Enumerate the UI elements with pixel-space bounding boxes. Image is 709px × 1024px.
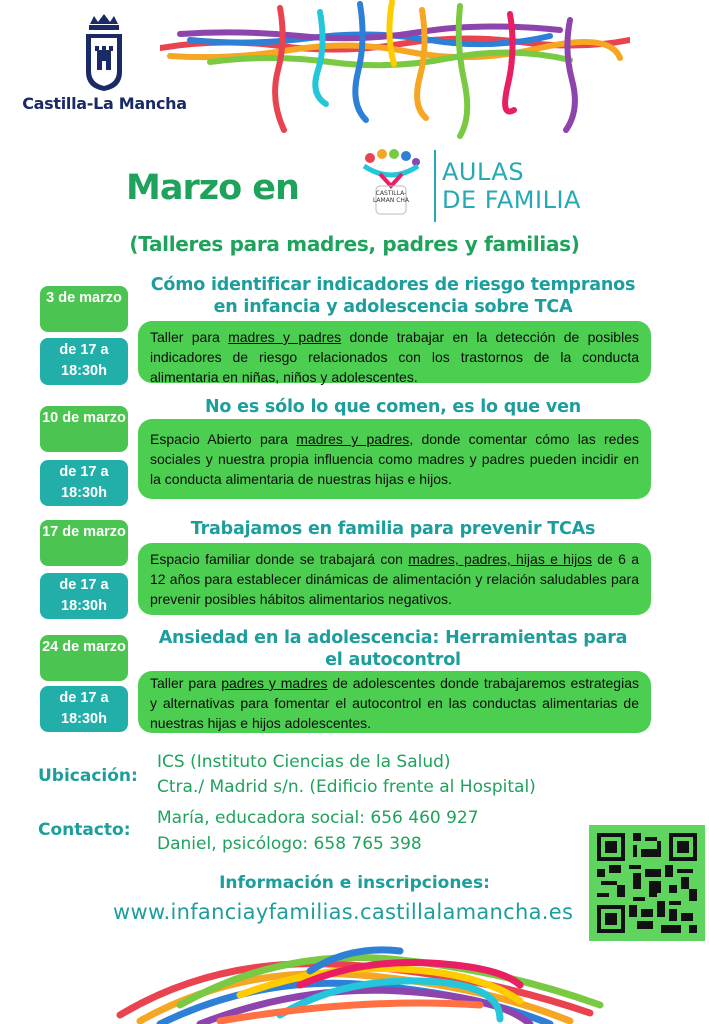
logo-name: Castilla-La Mancha <box>22 94 187 113</box>
month-title: Marzo en <box>126 168 299 208</box>
qr-code-icon <box>597 833 697 933</box>
location-line1: ICS (Instituto Ciencias de la Salud) <box>157 752 451 772</box>
session-time: de 17 a 18:30h <box>40 460 128 506</box>
session-title: No es sólo lo que comen, es lo que ven <box>204 397 582 417</box>
colorful-yarn-image <box>160 0 630 140</box>
crown-shield-icon <box>82 14 126 92</box>
session-title: Cómo identificar indicadores de riesgo tempranos en infancia y adolescencia sobre TCA <box>150 275 636 317</box>
session-title: Trabajamos en familia para prevenir TCAs <box>190 519 596 539</box>
colorful-yarn-pile-image <box>100 935 610 1024</box>
session-time: de 17 a 18:30h <box>40 338 128 385</box>
session-title: Ansiedad en la adolescencia: Herramientas para el autocontrol <box>158 628 628 670</box>
session-description: Taller para padres y madres de adolescentes donde trabajaremos estrategias y alternativas para fomentar el autocontrol en las conductas alimentarias de nuestras hijas e hijos adolescentes. <box>138 671 651 733</box>
info-url-link[interactable]: www.infanciayfamilias.castillalamancha.es <box>113 900 574 924</box>
contact-line2: Daniel, psicólogo: 658 765 398 <box>157 834 422 854</box>
location-line2: Ctra./ Madrid s/n. (Edificio frente al Hospital) <box>157 777 536 797</box>
page-subtitle: (Talleres para madres, padres y familias) <box>129 232 580 256</box>
session-date: 24 de marzo <box>40 635 128 681</box>
aulas-line2: DE FAMILIA <box>442 186 581 214</box>
session-date: 10 de marzo <box>40 406 128 452</box>
aulas-line1: AULAS <box>442 158 525 186</box>
session-time: de 17 a 18:30h <box>40 573 128 619</box>
logo-divider <box>434 150 436 222</box>
contact-line1: María, educadora social: 656 460 927 <box>157 808 479 828</box>
contact-label: Contacto: <box>38 820 131 840</box>
family-emblem-icon <box>358 148 424 220</box>
session-time: de 17 a 18:30h <box>40 686 128 732</box>
location-label: Ubicación: <box>38 766 138 786</box>
session-description: Espacio familiar donde se trabajará con madres, padres, hijas e hijos de 6 a 12 años para establecer dinámicas de alimentación y relación saludables para prevenir posibles hábitos alimentarios negativos. <box>138 543 651 615</box>
session-date: 3 de marzo <box>40 286 128 332</box>
info-title: Información e inscripciones: <box>219 873 490 893</box>
session-description: Espacio Abierto para madres y padres, donde comentar cómo las redes sociales y nuestra propia influencia como madres y padres pueden incidir en la conducta alimentaria de nuestras hijas e hijos. <box>138 419 651 499</box>
session-date: 17 de marzo <box>40 520 128 566</box>
session-description: Taller para madres y padres donde trabajar en la detección de posibles indicadores de riesgo relacionados con los trastornos de la conducta alimentaria en niñas, niños y adolescentes. <box>138 321 651 383</box>
aulas-de-familia-logo <box>358 148 608 226</box>
emblem-caption: CASTILLA-LAMAN CHA <box>372 190 410 204</box>
qr-code[interactable] <box>589 825 705 941</box>
